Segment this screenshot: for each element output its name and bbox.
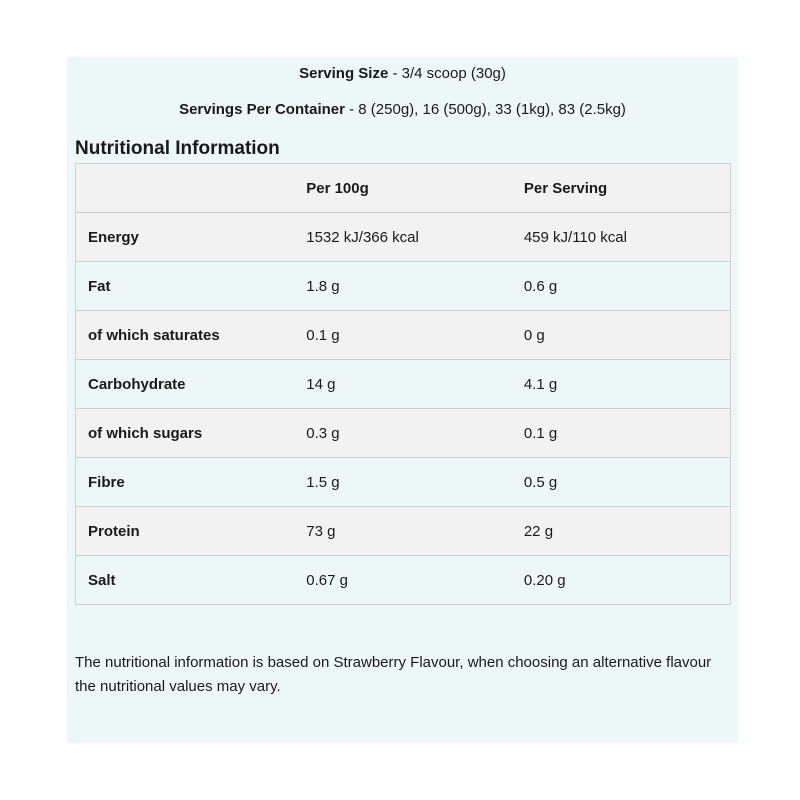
nutrient-name: Salt bbox=[76, 556, 295, 605]
servings-per-container-label: Servings Per Container bbox=[179, 101, 345, 118]
table-row bbox=[76, 311, 731, 360]
flavour-note: The nutritional information is based on Strawberry Flavour, when choosing an alternative flavour the nutritional values may vary. bbox=[75, 654, 712, 695]
table-row bbox=[76, 213, 731, 262]
per-serving-value: 0 g bbox=[512, 311, 731, 360]
per-serving-value: 0.6 g bbox=[512, 262, 731, 311]
per-100g-value: 1532 kJ/366 kcal bbox=[294, 213, 512, 262]
nutrient-name: of which sugars bbox=[76, 409, 295, 458]
servings-per-container-line bbox=[67, 100, 738, 120]
section-title: Nutritional Information bbox=[75, 138, 280, 159]
per-serving-value: 0.1 g bbox=[512, 409, 731, 458]
per-100g-value: 1.5 g bbox=[294, 458, 512, 507]
servings-per-container-value: - 8 (250g), 16 (500g), 33 (1kg), 83 (2.5kg) bbox=[344, 101, 626, 118]
header-per-100g: Per 100g bbox=[294, 164, 512, 213]
per-serving-value: 0.5 g bbox=[512, 458, 731, 507]
nutrient-name: Fibre bbox=[76, 458, 295, 507]
table-row bbox=[76, 458, 731, 507]
per-serving-value: 459 kJ/110 kcal bbox=[512, 213, 731, 262]
table-row bbox=[76, 507, 731, 556]
per-100g-value: 73 g bbox=[294, 507, 512, 556]
per-100g-value: 1.8 g bbox=[294, 262, 512, 311]
header-per-serving: Per Serving bbox=[512, 164, 731, 213]
per-100g-value: 14 g bbox=[294, 360, 512, 409]
table-header-row bbox=[76, 164, 731, 213]
per-100g-value: 0.1 g bbox=[294, 311, 512, 360]
table-row bbox=[76, 360, 731, 409]
header-nutrient bbox=[76, 164, 295, 213]
nutrient-name: Carbohydrate bbox=[76, 360, 295, 409]
per-serving-value: 22 g bbox=[512, 507, 731, 556]
serving-size-line bbox=[67, 64, 738, 84]
per-serving-value: 0.20 g bbox=[512, 556, 731, 605]
serving-size-label: Serving Size bbox=[299, 65, 389, 82]
serving-size-value: - 3/4 scoop (30g) bbox=[388, 65, 506, 82]
nutrition-table bbox=[75, 163, 731, 605]
nutrition-panel bbox=[67, 57, 738, 743]
nutrient-name: Fat bbox=[76, 262, 295, 311]
table-row bbox=[76, 262, 731, 311]
table-row bbox=[76, 556, 731, 605]
nutrient-name: of which saturates bbox=[76, 311, 295, 360]
per-100g-value: 0.67 g bbox=[294, 556, 512, 605]
nutrient-name: Protein bbox=[76, 507, 295, 556]
per-100g-value: 0.3 g bbox=[294, 409, 512, 458]
per-serving-value: 4.1 g bbox=[512, 360, 731, 409]
table-row bbox=[76, 409, 731, 458]
nutrient-name: Energy bbox=[76, 213, 295, 262]
